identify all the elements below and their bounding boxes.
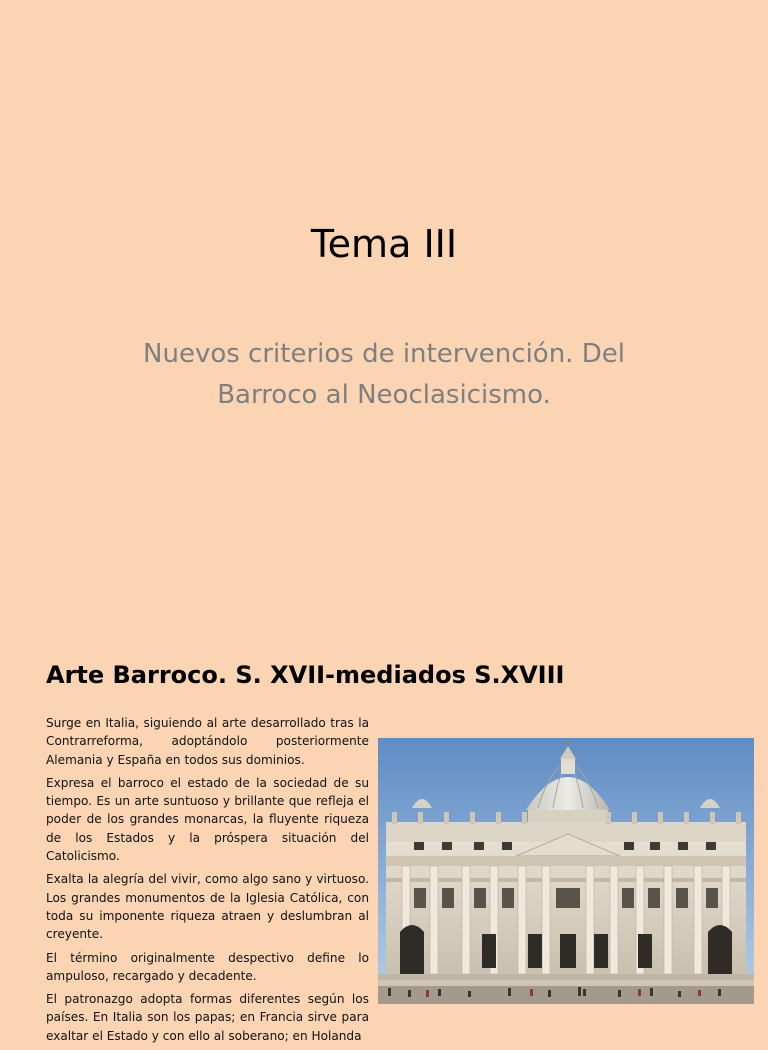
slide-heading: Arte Barroco. S. XVII-mediados S.XVIII — [46, 661, 565, 689]
st-peters-basilica-photo — [378, 738, 754, 1004]
paragraph: El patronazgo adopta formas diferentes según los países. En Italia son los papas; en Francia sirve para exaltar el Estado y con ello al soberano; en Holanda — [46, 992, 369, 1043]
paragraph: El término originalmente despectivo define lo ampuloso, recargado y decadente. — [46, 950, 369, 983]
paragraph: Expresa el barroco el estado de la sociedad de su tiempo. Es un arte suntuoso y brillante que refleja el poder de los grandes monarcas, la fluyente riqueza de los Estados y la próspera situación del Catolicismo. — [46, 775, 369, 864]
subtitle-line-2: Barroco al Neoclasicismo. — [217, 380, 551, 410]
slide-title: Tema III — [310, 222, 458, 266]
body-text — [46, 714, 369, 1050]
paragraph: Exalta la alegría del vivir, como algo sano y virtuoso. Los grandes monumentos de la Iglesia Católica, con toda su imponente riqueza atraen y deslumbran al creyente. — [46, 872, 369, 942]
subtitle-line-1: Nuevos criterios de intervención. Del — [143, 339, 625, 369]
slide-subtitle — [84, 334, 684, 416]
content-slide — [0, 635, 768, 1043]
basilica-illustration — [378, 738, 754, 1004]
paragraph: Surge en Italia, siguiendo al arte desarrollado tras la Contrarreforma, adoptándolo posteriormente Alemania y España en todos sus dominios. — [46, 716, 369, 767]
